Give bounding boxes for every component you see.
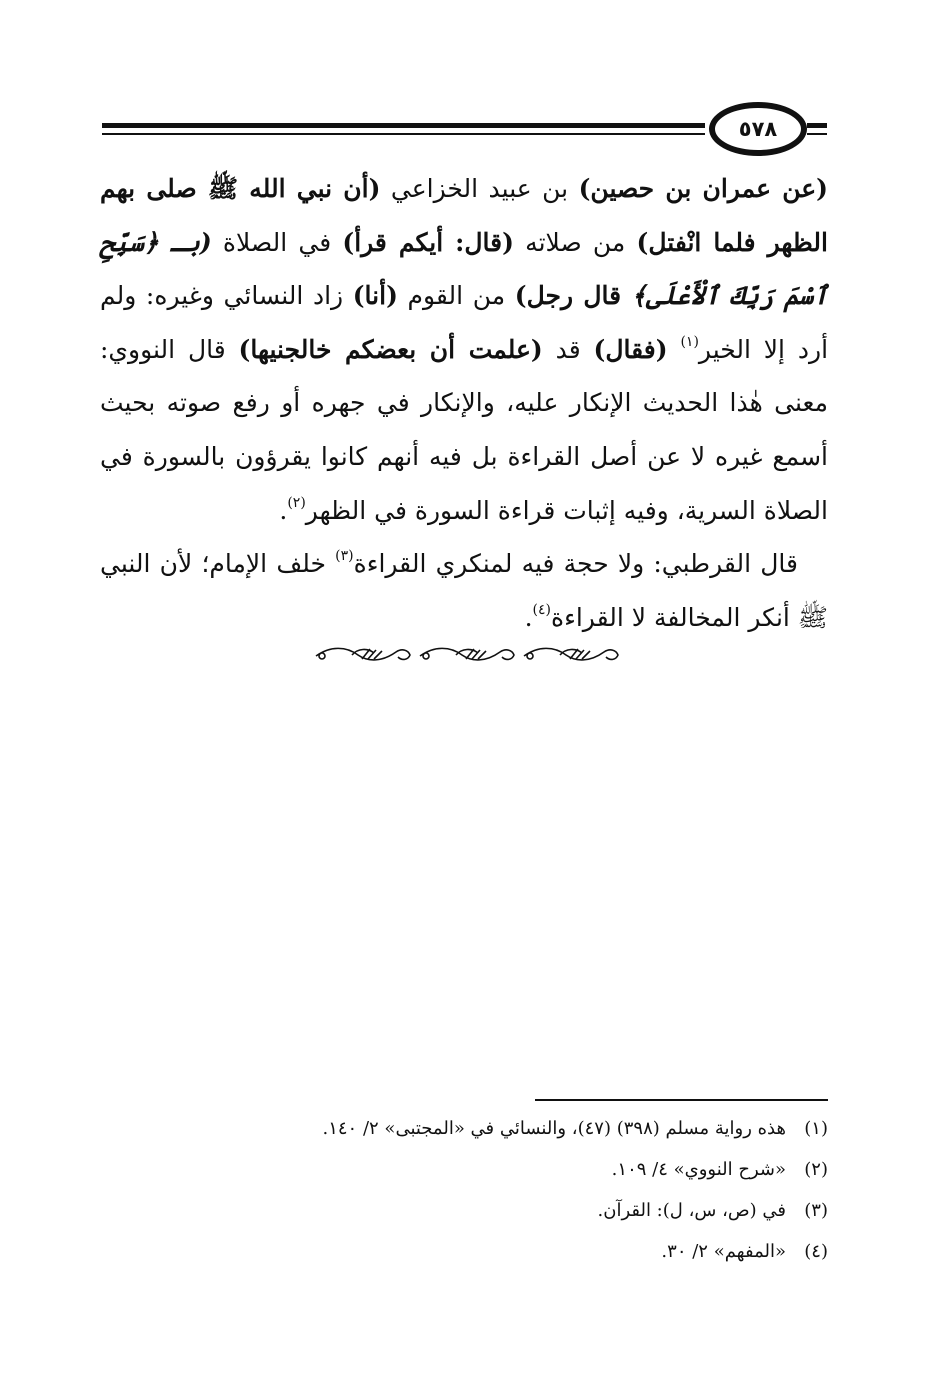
matn-quote: (عن عمران بن حصين) (578, 174, 828, 203)
footnote-number: (١) (804, 1118, 828, 1139)
commentary: قد (542, 334, 594, 364)
footnote-2 (100, 1149, 828, 1190)
floral-ornament-icon (312, 640, 622, 670)
matn-quote: (أنا) (352, 281, 398, 311)
footnote-number: (٢) (804, 1159, 828, 1180)
footnote-text: «شرح النووي» ٤/ ١٠٩. (611, 1159, 786, 1180)
commentary: في الصلاة (211, 227, 343, 257)
page-header (102, 100, 827, 162)
punctuation: . (279, 495, 288, 525)
matn-quote: (أن نبي الله ﷺ صلى بهم الظهر فلما انْفتل) (100, 174, 828, 257)
footnote-text: هذه رواية مسلم (٣٩٨) (٤٧)، والنسائي في «المجتبى» ٢/ ١٤٠. (322, 1118, 786, 1139)
commentary: قال النووي: معنى هٰذا الحديث الإنكار عليه، والإنكار في جهره أو رفع صوته بحيث أسمع غيره لا عن أصل القراءة بل فيه أنهم كانوا يقرؤون بالسورة في الصلاة السرية، وفيه إثبات قراءة السورة في الظهر (100, 334, 828, 525)
paragraph-1 (100, 162, 828, 537)
commentary: من القوم (397, 281, 515, 311)
matn-quote: قال رجل) (514, 281, 632, 311)
footnote-number: (٤) (804, 1241, 828, 1262)
footnote-text: في (ص، س، ل): القرآن. (597, 1200, 786, 1221)
commentary: خلف الإمام؛ لأن النبي ﷺ أنكر المخالفة لا القراءة (100, 549, 828, 632)
footnote-text: «المفهم» ٢/ ٣٠. (661, 1241, 786, 1262)
paragraph-2 (100, 537, 828, 644)
commentary: بن عبيد الخزاعي (380, 174, 579, 203)
punctuation: . (524, 602, 533, 632)
page-number: ٥٧٨ (738, 117, 778, 141)
commentary: قال القرطبي: ولا حجة فيه لمنكري القراءة (353, 549, 798, 579)
footnote-3 (100, 1190, 828, 1231)
footnote-ref-2[interactable]: (٢) (287, 494, 306, 511)
page-number-oval-icon (709, 102, 807, 156)
footnote-ref-4[interactable]: (٤) (532, 601, 551, 618)
header-rule-right-thin (807, 133, 827, 135)
footnote-number: (٣) (804, 1200, 828, 1221)
footnote-ref-1[interactable]: (١) (680, 333, 699, 350)
footnote-separator (535, 1099, 828, 1101)
footnote-4 (100, 1231, 828, 1272)
footnote-1 (100, 1108, 828, 1149)
matn-quote: (قال: أيكم قرأ) (342, 227, 514, 257)
footnotes (100, 1108, 828, 1272)
header-rule-thick (102, 123, 705, 128)
footnote-ref-3[interactable]: (٣) (335, 548, 354, 565)
header-rule-right-thick (807, 123, 827, 128)
spacer (668, 335, 681, 364)
matn-quote: (علمت أن بعضكم خالجنيها) (238, 334, 543, 364)
commentary: زاد النسائي وغيره: ولم أرد إلا الخير (100, 281, 829, 364)
header-rule-thin (102, 133, 705, 135)
commentary: من صلاته (513, 227, 637, 257)
quran-verse: (بـ ﴿سَبِّحِ ٱسْمَ رَبِّكَ ٱلْأَعْلَى﴾ (100, 227, 828, 311)
main-text (100, 162, 828, 644)
matn-quote: (فقال) (593, 334, 668, 364)
